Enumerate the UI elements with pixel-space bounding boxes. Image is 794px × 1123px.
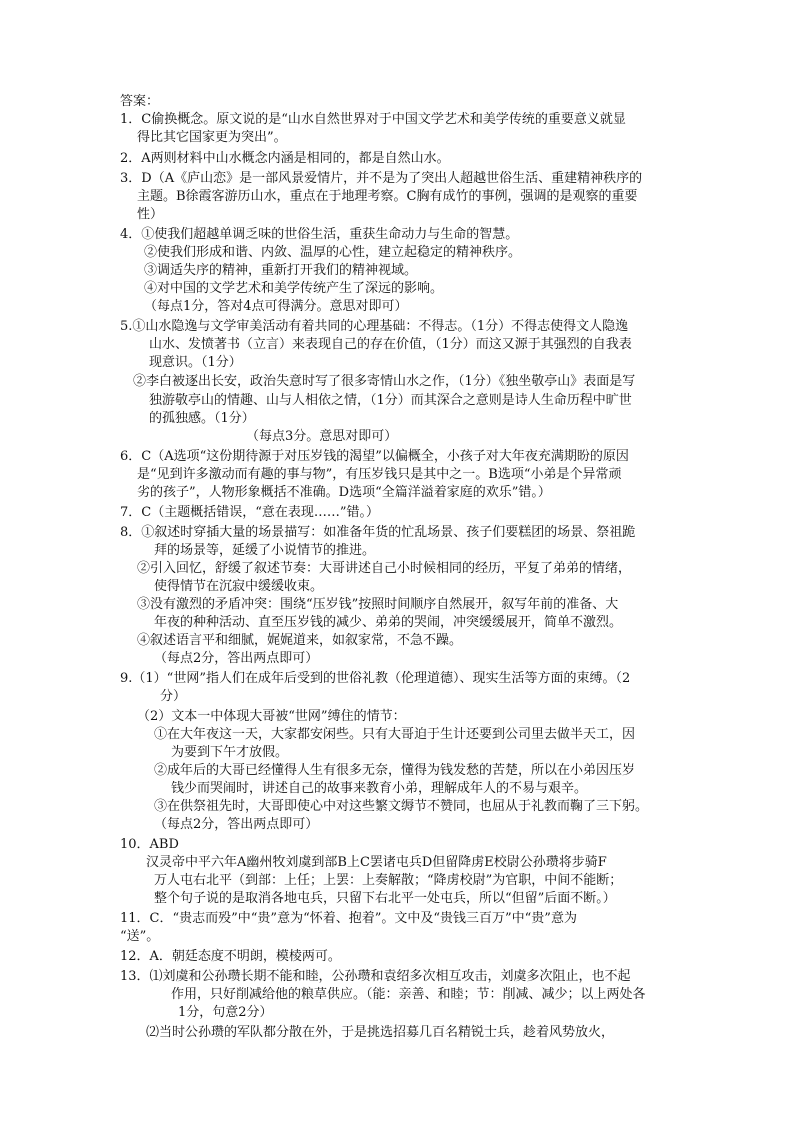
text-line: 6．C（A选项“这份期待源于对压岁钱的渴望”以偏概全，小孩子对大年夜充满期盼的原因 <box>120 449 629 464</box>
text-line: 4．①使我们超越单调乏味的世俗生活，重获生命动力与生命的智慧。 <box>120 227 519 242</box>
text-line: ①在大年夜这一天，大家都安闲些。只有大哥迫于生计还要到公司里去做半天工，因 <box>154 727 636 742</box>
text-line: 性） <box>137 207 164 222</box>
text-line: 9.（1）“世网”指人们在成年后受到的世俗礼教（伦理道德）、现实生活等方面的束缚。（2 <box>120 671 631 686</box>
text-line: 13．⑴刘虞和公孙瓒长期不能和睦，公孙瓒和袁绍多次相互攻击，刘虞多次阻止，也不起 <box>120 969 631 984</box>
text-line: 使得情节在沉寂中缓缓收束。 <box>154 579 324 594</box>
text-line: 现意识。（1分） <box>149 355 242 370</box>
text-line: 年夜的种种活动、直至压岁钱的减少、弟弟的哭闹，冲突缓缓展开，简单不激烈。 <box>154 615 623 630</box>
text-line: ③没有激烈的矛盾冲突：围绕“压岁钱”按照时间顺序自然展开，叙写年前的准备、大 <box>137 597 619 612</box>
text-line: （每点1分，答对4点可得满分。意思对即可） <box>144 299 408 314</box>
text-line: ②成年后的大哥已经懂得人生有很多无奈，懂得为钱发愁的苦楚，所以在小弟因压岁 <box>154 763 636 778</box>
text-line: 12．A．朝廷态度不明朗，模棱两可。 <box>120 949 341 964</box>
text-line: 10．ABD <box>120 837 179 852</box>
text-line: （每点2分，答出两点即可） <box>154 817 319 832</box>
text-line: 8．①叙述时穿插大量的场景描写：如准备年货的忙乱场景、孩子们要糕团的场景、祭祖跪 <box>120 525 636 540</box>
text-line: ②使我们形成和谐、内敛、温厚的心性，建立起稳定的精神秩序。 <box>144 245 522 260</box>
text-line: 钱少而哭闹时，讲述自己的故事来教育小弟，理解成年人的不易与艰辛。 <box>171 781 588 796</box>
text-line: 7．C（主题概括错误，“意在表现……”错。） <box>120 505 380 520</box>
text-line: 1．C偷换概念。原文说的是“山水自然世界对于中国文学艺术和美学传统的重要意义就显 <box>120 112 626 127</box>
text-line: 2．A两则材料中山水概念内涵是相同的，都是自然山水。 <box>120 151 450 166</box>
text-line: 1分，句意2分） <box>178 1005 273 1020</box>
text-line: 作用，只好削减给他的粮草供应。（能：亲善、和睦；节：削减、减少；以上两处各 <box>171 987 646 1002</box>
text-line: ④叙述语言平和细腻，娓娓道来，如叙家常，不急不躁。 <box>137 633 463 648</box>
text-line: ②李白被逐出长安，政治失意时写了很多寄情山水之作，（1分）《独坐敬亭山》表面是写 <box>133 374 636 389</box>
text-line: “送”。 <box>120 929 160 944</box>
text-line: 独游敬亭山的情趣、山与人相依之情，（1分）而其深合之意则是诗人生命历程中旷世 <box>149 393 632 408</box>
text-line: 拜的场景等，延缓了小说情节的推进。 <box>154 543 376 558</box>
text-line: ②引入回忆，舒缓了叙述节奏：大哥讲述自己小时候相同的经历，平复了弟弟的情绪， <box>137 561 632 576</box>
text-line: 是“见到许多激动而有趣的事与物”，有压岁钱只是其中之一。B选项“小弟是个异常顽 <box>137 467 622 482</box>
text-line: ⑵当时公孙瓒的军队都分散在外，于是挑选招募几百名精锐士兵，趁着风势放火， <box>146 1025 615 1040</box>
text-line: 分） <box>160 689 187 704</box>
text-line: 11．C．“贵志而殁”中“贵”意为“怀着、抱着”。文中及“贵钱三百万”中“贵”意为 <box>120 911 577 926</box>
text-line: 5.①山水隐逸与文学审美活动有着共同的心理基础：不得志。（1分）不得志使得文人隐逸 <box>120 319 629 334</box>
text-line: ③在供祭祖先时，大哥即使心中对这些繁文缛节不赞同，也屈从于礼教而鞠了三下躬。 <box>154 799 649 814</box>
text-line: 汉灵帝中平六年A幽州牧刘虞到部B上C罢诸屯兵D但留降虏E校尉公孙瓒将步骑F <box>146 855 607 870</box>
answer-heading: 答案： <box>120 94 160 109</box>
text-line: ③调适失序的精神，重新打开我们的精神视域。 <box>144 263 418 278</box>
text-line: 劣的孩子”，人物形象概括不准确。D选项“全篇洋溢着家庭的欢乐”错。） <box>137 485 551 500</box>
text-line: 主题。B徐霞客游历山水，重点在于地理考察。C胸有成竹的事例，强调的是观察的重要 <box>137 189 638 204</box>
text-line: 3．D（A《庐山恋》是一部风景爱情片，并不是为了突出人超越世俗生活、重建精神秩序的 <box>120 171 643 186</box>
text-line: 山水、发愤著书（立言）来表现自己的存在价值，（1分）而这又源于其强烈的自我表 <box>149 337 632 352</box>
text-line: 整个句子说的是取消各地屯兵，只留下右北平一处屯兵，所以“但留”后面不断。） <box>154 891 616 906</box>
text-line: （每点2分，答出两点即可） <box>154 651 319 666</box>
text-line: 得比其它国家更为突出”。 <box>137 130 287 145</box>
text-line: 的孤独感。（1分） <box>149 411 255 426</box>
text-line: 为要到下午才放假。 <box>171 745 289 760</box>
text-line: （2）文本一中体现大哥被“世网”缚住的情节： <box>137 709 406 724</box>
text-line: （每点3分。意思对即可） <box>246 429 398 444</box>
text-line: 万人屯右北平（到部：上任；上罢：上奏解散；“降虏校尉”为官职，中间不能断； <box>154 873 623 888</box>
text-line: ④对中国的文学艺术和美学传统产生了深远的影响。 <box>144 281 444 296</box>
